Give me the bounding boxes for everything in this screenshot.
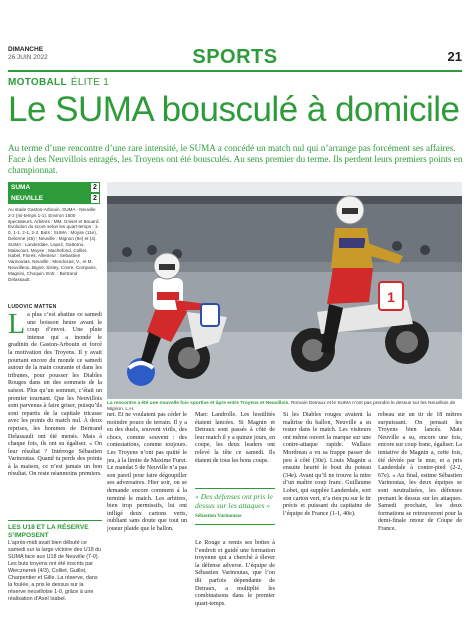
column-1-text: a plus c’est abattue ce samedi une boisson heure avant le coup d’envoi. Une pluie intense qui a inondé le gradinin de Gaston-Arbouin et forcé la motivation des Troyens. Il y avait pourtant encore du monde ce samedi autour de la main courante et dans les tribunes, pour pousser les Diables Rouges dans un des sommets de la saison. Plus qu’un sommet, c’était un premier tournant. Que les Neuvillois sont parvenus à faire griser, puisqu’ils sont repartis de la capitale tricasse avec les points du match nul. À deux reprises, les hommes de Bertrand Delassault ont été menés. Mais à chaque fois, ils ont su égaliser. « On leur résultat ? Intérroge Sébastien Varinoutas. Quand tu perds des points à la maison, ce n’est jamais un bon résultat. On reste néanmoins premiers. bbox=[8, 312, 102, 478]
page-header bbox=[8, 46, 462, 68]
match-info: Au stade Gaston-Arbouin. SUMA - Neuville 2-2 (mi-temps 1-1). Environ 1500 spectateurs. Arbitres : MM. Gniset et Bouard. Évolution du score selon les quart-temps : 1-0, 1-1, 2-1, 2-2. Buts : SUMA : Moyse (11e), Delorme (45) ; Neuville : Mignon (9e) et (4). SUMA : Landerdale, Lopez, Gattorno, Malacourt, Moyse ; Machefond, Colliet, Isabel, Flores. Allenteur : Sebastien Varinoutas. Neuville : Mendozas, V., et M. Neuvilleou, Bigné, Sisley, Conre, Compans, Magnini, Choquin. Entr. : Bertrand Delassault. bbox=[8, 207, 100, 282]
header-rule bbox=[8, 70, 462, 72]
section-title: SPORTS bbox=[192, 46, 278, 68]
score-row-away bbox=[8, 193, 100, 204]
body-column-5: rebeau sur un tir de 18 mètres surpuissant. On pensait les Troyens bien lancés. Mais Neuville a su, encore une fois, encore sur coup franc, égaliser. La tentative de Magnin a, cette fois, été déviée par le mur, et a pris Landerdale à contre-pied (2-2, 67e). « Au final, estime Sébastien Varinoutas, les deux équipes se sont neutralisées, les défenses prenant le dessus sur les attaques. Samedi prochain, les deux formations se retrouveront pour la demi-finale retour de Coupe de France. bbox=[378, 412, 462, 532]
article-kicker bbox=[8, 77, 109, 88]
home-team: SUMA bbox=[8, 182, 90, 193]
bike-number: 1 bbox=[387, 289, 395, 305]
match-photo bbox=[107, 182, 462, 399]
article-lead: Au terme d’une rencontre d’une rare intensité, le SUMA a concédé un match nul qui n’arrange pas forcément ses affaires. Face à des Neuvillois enragés, les Troyens ont été bousculés. Au sens premier du terme. Ils perdent leurs premiers points en championnat. bbox=[8, 143, 463, 175]
pull-quote bbox=[195, 488, 275, 525]
score-row-home bbox=[8, 182, 100, 193]
byline: LUDOVIC MATTEN bbox=[8, 304, 57, 310]
sidebar-text: L’après-midi avait bien débuté ce samedi sur la large victoire des U18 du SUMA face aux U18 de Neuville (7-0). Les buts troyens ont été inscrits par Wiecznerek (4/3), Colliet, Guillot, Charpentier et Gille. La réserve, dans la foulée, a pris le dessus sur la réserve neuvilloise 1-0, grâce à une réalisation d’Axel Isabel. bbox=[8, 540, 102, 602]
quote-author: Sébastien Varinoutas bbox=[195, 513, 242, 519]
caption-bold: La rencontre a été une nouvelle fois sportive et âpre entre Troyens et Neuvillois. bbox=[107, 401, 290, 406]
home-score: 2 bbox=[90, 182, 100, 193]
body-column-4: Si les Diables rouges avaient la maîtrise du ballon, Neuville a su rester dans le match. Les visiteurs ont même ouvert la marque sur une contre-attaque rapide. Wallace Mordreau a vu sa frappe passer de peu à côté (30e). Louis Magnin a ensuite heurté le bout du poteau (34e). Avant qu’il ne trouve la mire d’un maître coup franc. Guillaume Lobet, qui supplée Landerdale, sort son carton vert, n’a rien pu sur le tir précis et puissant du capitaine de l’équipe de France (1-1, 40e). bbox=[283, 412, 371, 517]
page-number: 21 bbox=[447, 49, 462, 64]
motoball-illustration bbox=[107, 182, 462, 399]
sidebar-title: LES U18 ET LA RÉSERVE S’IMPOSENT bbox=[8, 520, 102, 540]
quote-text: « Des défenses ont pris le dessus sur les attaques » bbox=[195, 492, 273, 510]
issue-date-text: 26 JUIN 2022 bbox=[8, 53, 48, 61]
away-score: 2 bbox=[90, 193, 100, 204]
issue-day: DIMANCHE bbox=[8, 46, 44, 53]
article-headline: Le SUMA bousculé à domicile bbox=[8, 90, 460, 129]
away-team: NEUVILLE bbox=[8, 193, 90, 204]
kicker-level: ÉLITE 1 bbox=[70, 77, 110, 88]
drop-cap: L bbox=[8, 309, 26, 340]
body-column-2: net. Et ne voulaient pas céder le moindre pouce de terrain. Il y a eu des duels, souvent virils, des chocs, comme souvent : des contestations, comme toujours. Les Troyens n’ont pas quitté le jeu, à la limite de Maxime Furet. Le mandat 5 de Neuville n’a pas son pareil pour faire dégoupiller ses adversaires. Hier soir, on se demande encore comment à la terminé le match. Les arbitres, bien trop permissifs, lui ont infligé deux cartons verts, oubliant sans doute que tout un joueur plaide que le ballon. bbox=[107, 412, 187, 532]
body-column-3 bbox=[195, 412, 275, 465]
column-3-text: Marc Landrolle. Les hostilités étaient lancées. Si Magnin et Detraux sont passés à côté de leur match il y a quinze jours, en coupe, les deux leaders ont relevé la tête ce samedi. Ils étaient de tous les bons coups. bbox=[195, 412, 275, 464]
kicker-sport: MOTOBALL bbox=[8, 77, 67, 88]
column-3-continued: Le Rouge a remis ses bottes à l’endroit et guidé une formation troyenne qui a cherché à élever la défense adverse. L’équipe de Sébastien Varinoutas, que l’on dit parfois dépendante de Detraux, a multiplié les combinaisons dans le premier quart-temps. bbox=[195, 540, 275, 607]
caption-rest: Romain Detraux et le SUMA n’ont pas prendre le dessus sur les Neuvillois de Mignon. L.H. bbox=[107, 401, 456, 412]
body-column-1 bbox=[8, 309, 102, 479]
score-box bbox=[8, 182, 100, 282]
